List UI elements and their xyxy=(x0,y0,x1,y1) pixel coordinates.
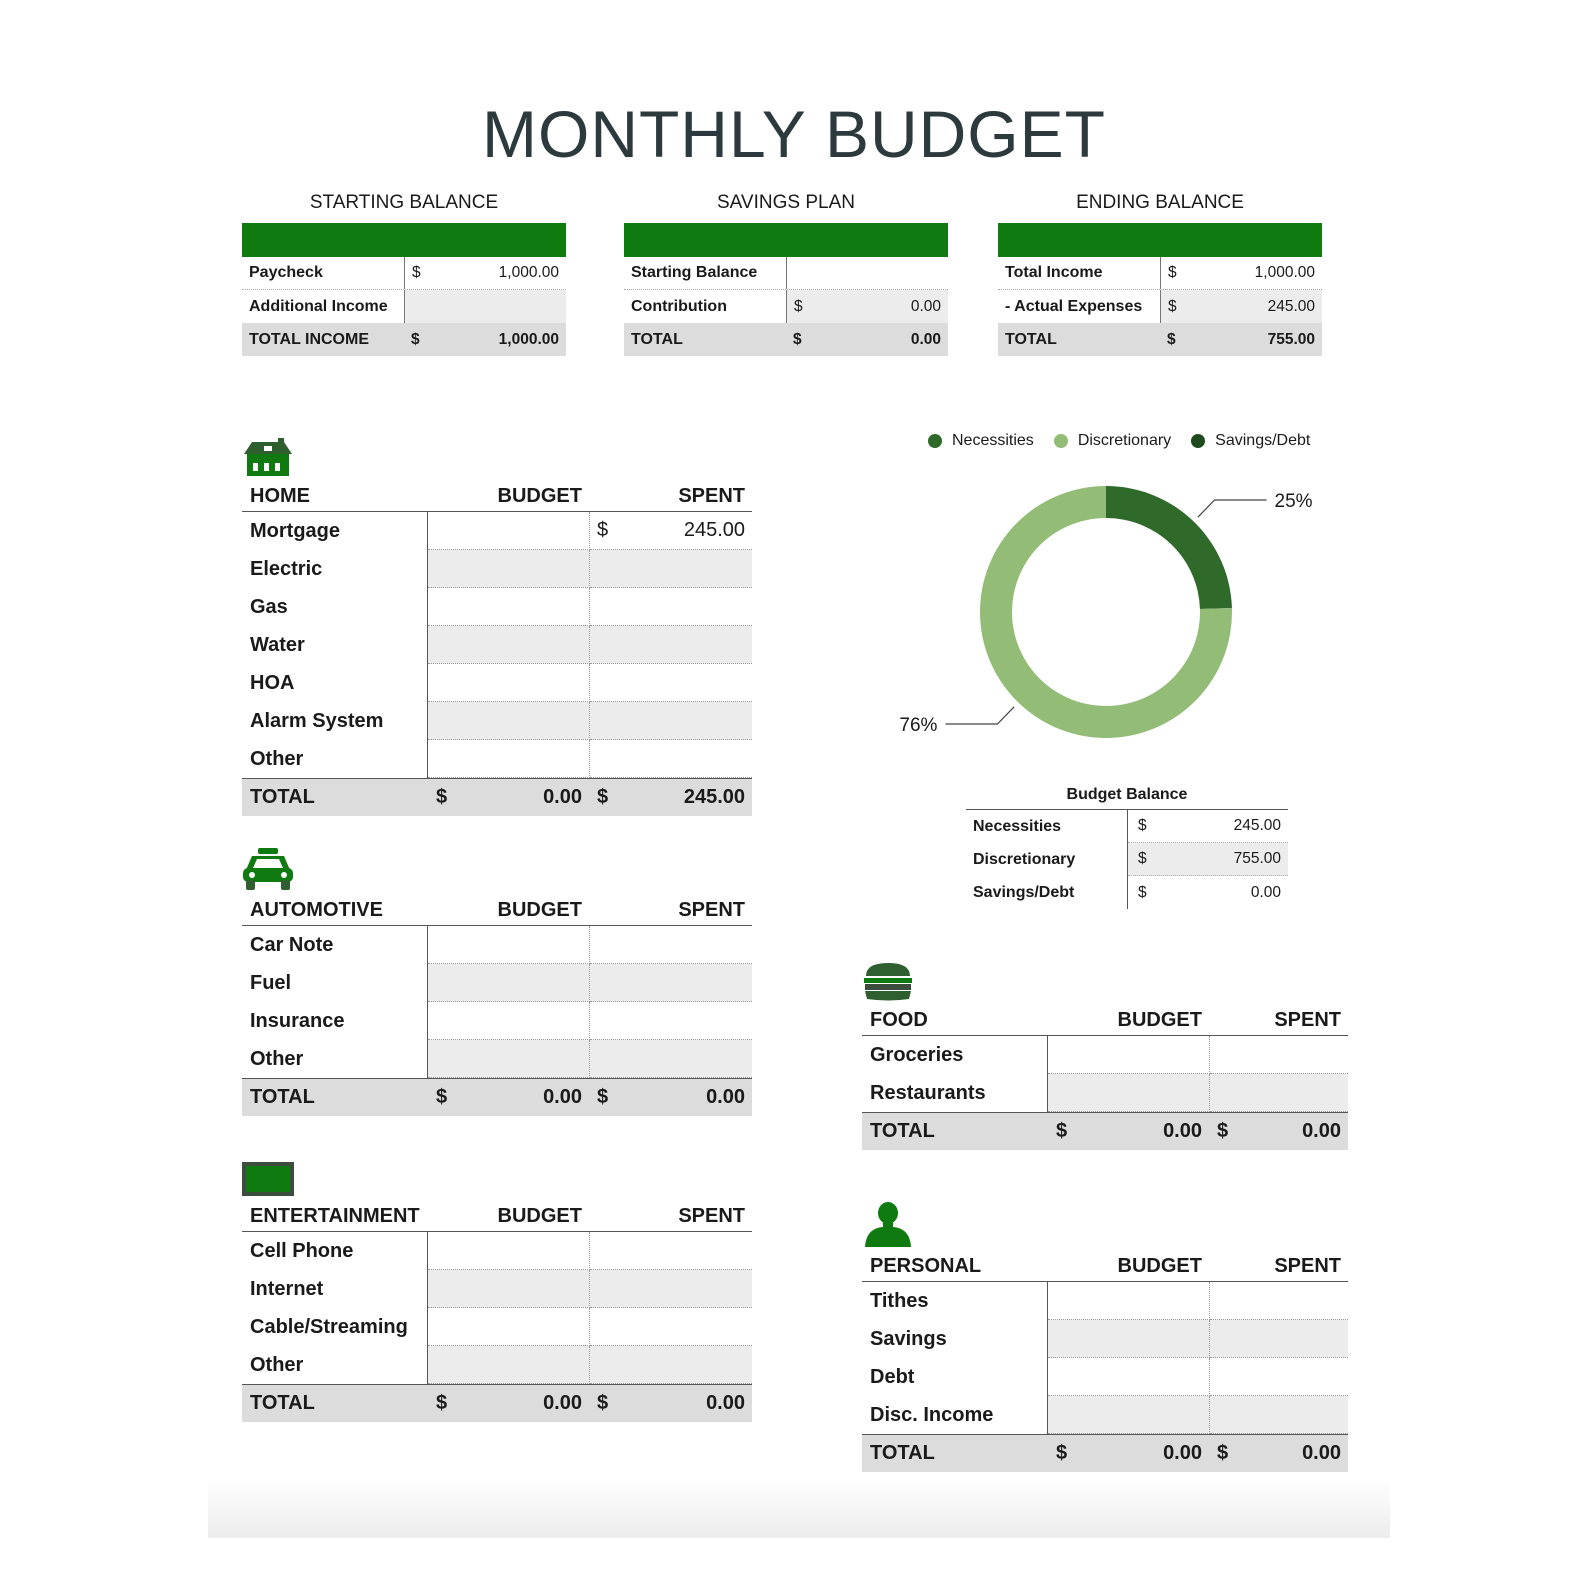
budget-cell[interactable] xyxy=(428,740,590,778)
total-label: TOTAL xyxy=(250,1086,315,1108)
spent-cell[interactable] xyxy=(1210,1074,1348,1112)
total-spent-value: 245.00 xyxy=(683,786,745,808)
spent-cell[interactable] xyxy=(590,1270,752,1308)
table-row xyxy=(862,1396,1348,1434)
table-row xyxy=(862,1036,1348,1074)
budget-cell[interactable] xyxy=(428,1040,590,1078)
spent-cell[interactable] xyxy=(590,1232,752,1270)
ending-total-value-cell xyxy=(1160,323,1322,356)
spent-cell[interactable] xyxy=(590,1002,752,1040)
currency-symbol: $ xyxy=(436,786,448,808)
car-icon xyxy=(242,848,294,892)
paycheck-row xyxy=(242,257,566,290)
spent-column-header: SPENT xyxy=(1274,1255,1341,1277)
legend-dot-necessities xyxy=(928,434,942,448)
table-row xyxy=(242,664,752,702)
person-icon xyxy=(862,1202,914,1248)
slice-percent-label: 25% xyxy=(1274,490,1313,512)
actual-expenses-value-cell xyxy=(1160,290,1322,323)
ending-balance-box xyxy=(998,190,1322,356)
budget-cell[interactable] xyxy=(1048,1282,1210,1320)
spent-cell[interactable] xyxy=(590,740,752,778)
budget-balance-table xyxy=(966,786,1288,909)
total-spent-value: 0.00 xyxy=(1302,1442,1341,1464)
spent-cell[interactable] xyxy=(590,926,752,964)
total-income-summary-label: Total Income xyxy=(1005,264,1103,281)
value: 0.00 xyxy=(1250,883,1281,901)
table-row xyxy=(242,1002,752,1040)
budget-cell[interactable] xyxy=(428,1346,590,1384)
table-row xyxy=(242,702,752,740)
spent-cell[interactable] xyxy=(1210,1320,1348,1358)
total-budget-cell xyxy=(428,1086,590,1109)
row-label: Tithes xyxy=(862,1282,1048,1320)
contribution-value: 0.00 xyxy=(910,297,941,315)
legend-dot-discretionary xyxy=(1054,434,1068,448)
table-row xyxy=(242,588,752,626)
ending-total-value: 755.00 xyxy=(1267,330,1315,348)
currency-symbol: $ xyxy=(1138,817,1147,834)
currency-symbol: $ xyxy=(1168,297,1177,315)
starting-balance-input-bar[interactable] xyxy=(242,223,566,257)
actual-expenses-value: 245.00 xyxy=(1267,297,1315,315)
budget-donut-chart xyxy=(880,460,1320,760)
currency-symbol: $ xyxy=(1168,264,1177,281)
row-label: Savings/Debt xyxy=(966,876,1128,909)
savings-total-row xyxy=(624,323,948,356)
total-spent-cell xyxy=(590,1392,752,1415)
savings-plan-header: SAVINGS PLAN xyxy=(717,192,855,213)
currency-symbol: $ xyxy=(597,1086,609,1108)
total-budget-value: 0.00 xyxy=(1163,1120,1202,1142)
legend-label: Savings/Debt xyxy=(1215,432,1311,449)
home-title: HOME xyxy=(250,485,310,507)
additional-income-label: Additional Income xyxy=(249,297,388,315)
starting-balance-label: Starting Balance xyxy=(631,264,758,281)
currency-symbol: $ xyxy=(412,264,421,281)
automotive-header xyxy=(242,896,752,926)
spent-cell[interactable] xyxy=(590,1040,752,1078)
food-total-row xyxy=(862,1112,1348,1150)
donut-slice-necessities xyxy=(1106,486,1232,609)
value-cell xyxy=(1128,876,1288,909)
budget-cell[interactable] xyxy=(428,1002,590,1040)
table-row xyxy=(862,1320,1348,1358)
row-label: Fuel xyxy=(242,964,428,1002)
savings-total-label: TOTAL xyxy=(631,330,683,348)
table-row xyxy=(242,1040,752,1078)
budget-cell[interactable] xyxy=(428,1308,590,1346)
spent-cell[interactable] xyxy=(590,550,752,588)
table-row xyxy=(966,810,1288,843)
currency-symbol: $ xyxy=(1217,1442,1229,1464)
value-cell xyxy=(1128,843,1288,876)
table-row xyxy=(242,740,752,778)
label-leader-line xyxy=(945,707,1014,724)
total-label: TOTAL xyxy=(870,1442,935,1464)
paycheck-label: Paycheck xyxy=(249,264,323,281)
currency-symbol: $ xyxy=(794,297,803,315)
currency-symbol: $ xyxy=(1138,883,1147,901)
total-income-summary-row xyxy=(998,257,1322,290)
spent-column-header: SPENT xyxy=(1274,1009,1341,1031)
total-spent-cell xyxy=(590,786,752,809)
spent-cell[interactable] xyxy=(590,1308,752,1346)
budget-column-header: BUDGET xyxy=(497,1205,582,1227)
spent-cell[interactable] xyxy=(590,664,752,702)
spent-cell[interactable] xyxy=(590,702,752,740)
value: 245.00 xyxy=(1233,817,1281,834)
actual-expenses-label: - Actual Expenses xyxy=(1005,297,1143,315)
row-label: Water xyxy=(242,626,428,664)
total-spent-value: 0.00 xyxy=(706,1086,745,1108)
table-row xyxy=(862,1074,1348,1112)
budget-cell[interactable] xyxy=(1048,1396,1210,1434)
spent-column-header: SPENT xyxy=(678,899,745,921)
row-label: Mortgage xyxy=(242,512,428,550)
legend-item-necessities xyxy=(928,432,1034,450)
spent-cell[interactable] xyxy=(590,512,752,550)
budget-cell[interactable] xyxy=(428,588,590,626)
budget-column-header: BUDGET xyxy=(497,899,582,921)
row-label: Discretionary xyxy=(966,843,1128,876)
legend-label: Necessities xyxy=(952,432,1034,449)
total-budget-value: 0.00 xyxy=(543,1086,582,1108)
table-row xyxy=(242,1232,752,1270)
row-label: Cell Phone xyxy=(242,1232,428,1270)
tv-icon xyxy=(242,1162,294,1198)
paycheck-value: 1,000.00 xyxy=(498,264,559,281)
total-budget-value: 0.00 xyxy=(543,786,582,808)
contribution-label: Contribution xyxy=(631,297,727,315)
food-header xyxy=(862,1006,1348,1036)
row-label: Savings xyxy=(862,1320,1048,1358)
row-label: Electric xyxy=(242,550,428,588)
total-budget-cell xyxy=(1048,1442,1210,1465)
slice-percent-label: 76% xyxy=(899,715,938,737)
budget-column-header: BUDGET xyxy=(1117,1255,1202,1277)
table-row xyxy=(242,964,752,1002)
table-row xyxy=(242,626,752,664)
total-budget-cell xyxy=(1048,1120,1210,1143)
row-label: Necessities xyxy=(966,810,1128,843)
legend-item-discretionary xyxy=(1054,432,1171,450)
home-total-row xyxy=(242,778,752,816)
total-label: TOTAL xyxy=(870,1120,935,1142)
total-spent-value: 0.00 xyxy=(706,1392,745,1414)
budget-cell[interactable] xyxy=(428,702,590,740)
savings-plan-input-bar[interactable] xyxy=(624,223,948,257)
budget-cell[interactable] xyxy=(1048,1036,1210,1074)
currency-symbol: $ xyxy=(436,1392,448,1414)
spent-cell[interactable] xyxy=(590,964,752,1002)
food-title: FOOD xyxy=(870,1009,928,1031)
currency-symbol: $ xyxy=(411,330,420,348)
value-cell xyxy=(1128,810,1288,843)
spent-column-header: SPENT xyxy=(678,485,745,507)
budget-cell[interactable] xyxy=(1048,1358,1210,1396)
spent-cell[interactable] xyxy=(590,626,752,664)
budget-column-header: BUDGET xyxy=(497,485,582,507)
contribution-value-cell[interactable] xyxy=(786,290,948,323)
row-label: Cable/Streaming xyxy=(242,1308,428,1346)
burger-icon xyxy=(862,962,914,1002)
row-label: Other xyxy=(242,740,428,778)
home-header xyxy=(242,482,752,512)
currency-symbol: $ xyxy=(1056,1442,1068,1464)
table-row xyxy=(242,1270,752,1308)
table-row xyxy=(862,1282,1348,1320)
total-budget-value: 0.00 xyxy=(1163,1442,1202,1464)
paycheck-value-cell[interactable] xyxy=(404,257,566,289)
ending-balance-input-bar[interactable] xyxy=(998,223,1322,257)
budget-cell[interactable] xyxy=(428,926,590,964)
row-label: Insurance xyxy=(242,1002,428,1040)
contribution-row xyxy=(624,290,948,323)
budget-cell[interactable] xyxy=(428,1232,590,1270)
entertainment-section xyxy=(242,1156,752,1422)
budget-cell[interactable] xyxy=(428,626,590,664)
starting-balance-value-cell[interactable] xyxy=(786,257,948,289)
budget-balance-title: Budget Balance xyxy=(966,786,1288,810)
total-income-label: TOTAL INCOME xyxy=(249,330,369,348)
currency-symbol: $ xyxy=(1138,850,1147,867)
spent-column-header: SPENT xyxy=(678,1205,745,1227)
row-label: Disc. Income xyxy=(862,1396,1048,1434)
home-section xyxy=(242,436,752,816)
row-label: Internet xyxy=(242,1270,428,1308)
starting-balance-header: STARTING BALANCE xyxy=(309,192,499,213)
row-label: Restaurants xyxy=(862,1074,1048,1112)
currency-symbol: $ xyxy=(436,1086,448,1108)
row-label: HOA xyxy=(242,664,428,702)
budget-cell[interactable] xyxy=(1048,1320,1210,1358)
total-budget-cell xyxy=(428,786,590,809)
entertainment-header xyxy=(242,1202,752,1232)
row-label: Gas xyxy=(242,588,428,626)
budget-column-header: BUDGET xyxy=(1117,1009,1202,1031)
ending-balance-header: ENDING BALANCE xyxy=(1076,192,1244,213)
row-label: Car Note xyxy=(242,926,428,964)
total-income-summary-value-cell xyxy=(1160,257,1322,289)
row-label: Debt xyxy=(862,1358,1048,1396)
spent-cell[interactable] xyxy=(590,1346,752,1384)
row-label: Groceries xyxy=(862,1036,1048,1074)
table-row xyxy=(862,1358,1348,1396)
spent-cell[interactable] xyxy=(590,588,752,626)
chart-legend xyxy=(928,432,1310,450)
currency-symbol: $ xyxy=(1167,330,1176,348)
legend-item-savings-debt xyxy=(1191,432,1310,450)
additional-income-row xyxy=(242,290,566,323)
legend-label: Discretionary xyxy=(1077,432,1172,449)
total-label: TOTAL xyxy=(250,786,315,808)
budget-cell[interactable] xyxy=(428,1270,590,1308)
spent-cell[interactable] xyxy=(1210,1282,1348,1320)
spent-cell[interactable] xyxy=(1210,1358,1348,1396)
value: 755.00 xyxy=(1233,850,1281,867)
personal-header xyxy=(862,1252,1348,1282)
budget-cell[interactable] xyxy=(428,512,590,550)
table-row xyxy=(242,926,752,964)
house-icon xyxy=(242,438,294,478)
starting-balance-box xyxy=(242,190,566,356)
ending-total-row xyxy=(998,323,1322,356)
currency-symbol: $ xyxy=(1056,1120,1068,1142)
savings-total-value-cell xyxy=(786,323,948,356)
label-leader-line xyxy=(1198,500,1267,517)
table-row xyxy=(966,843,1288,876)
total-income-value: 1,000.00 xyxy=(498,330,559,348)
table-row xyxy=(242,1308,752,1346)
total-income-summary-value: 1,000.00 xyxy=(1254,264,1315,281)
budget-cell[interactable] xyxy=(1048,1074,1210,1112)
page-title: MONTHLY BUDGET xyxy=(482,97,1106,171)
savings-total-value: 0.00 xyxy=(910,330,941,348)
total-spent-value: 0.00 xyxy=(1302,1120,1341,1142)
automotive-section xyxy=(242,850,752,1116)
table-row xyxy=(242,512,752,550)
budget-cell[interactable] xyxy=(428,664,590,702)
actual-expenses-row xyxy=(998,290,1322,323)
currency-symbol: $ xyxy=(597,1392,609,1414)
total-spent-cell xyxy=(1210,1442,1348,1465)
currency-symbol: $ xyxy=(597,519,609,541)
entertainment-title: ENTERTAINMENT xyxy=(250,1205,420,1227)
automotive-total-row xyxy=(242,1078,752,1116)
additional-income-value-cell[interactable] xyxy=(404,290,566,323)
currency-symbol: $ xyxy=(1217,1120,1229,1142)
ending-total-label: TOTAL xyxy=(1005,330,1057,348)
currency-symbol: $ xyxy=(793,330,802,348)
total-budget-cell xyxy=(428,1392,590,1415)
total-income-value-cell xyxy=(404,323,566,356)
page-bottom-shadow xyxy=(208,1478,1390,1538)
spent-value: 245.00 xyxy=(683,519,745,541)
total-income-row xyxy=(242,323,566,356)
spent-cell[interactable] xyxy=(1210,1036,1348,1074)
table-row xyxy=(966,876,1288,909)
table-row xyxy=(242,1346,752,1384)
savings-plan-box xyxy=(624,190,948,356)
entertainment-total-row xyxy=(242,1384,752,1422)
automotive-title: AUTOMOTIVE xyxy=(250,899,383,921)
row-label: Other xyxy=(242,1040,428,1078)
total-label: TOTAL xyxy=(250,1392,315,1414)
total-spent-cell xyxy=(590,1086,752,1109)
spent-cell[interactable] xyxy=(1210,1396,1348,1434)
starting-balance-row xyxy=(624,257,948,290)
legend-dot-savings-debt xyxy=(1191,434,1205,448)
personal-title: PERSONAL xyxy=(870,1255,982,1277)
food-section xyxy=(862,960,1348,1150)
table-row xyxy=(242,550,752,588)
personal-total-row xyxy=(862,1434,1348,1472)
personal-section xyxy=(862,1206,1348,1472)
budget-cell[interactable] xyxy=(428,964,590,1002)
currency-symbol: $ xyxy=(597,786,609,808)
budget-cell[interactable] xyxy=(428,550,590,588)
total-budget-value: 0.00 xyxy=(543,1392,582,1414)
total-spent-cell xyxy=(1210,1120,1348,1143)
row-label: Other xyxy=(242,1346,428,1384)
row-label: Alarm System xyxy=(242,702,428,740)
